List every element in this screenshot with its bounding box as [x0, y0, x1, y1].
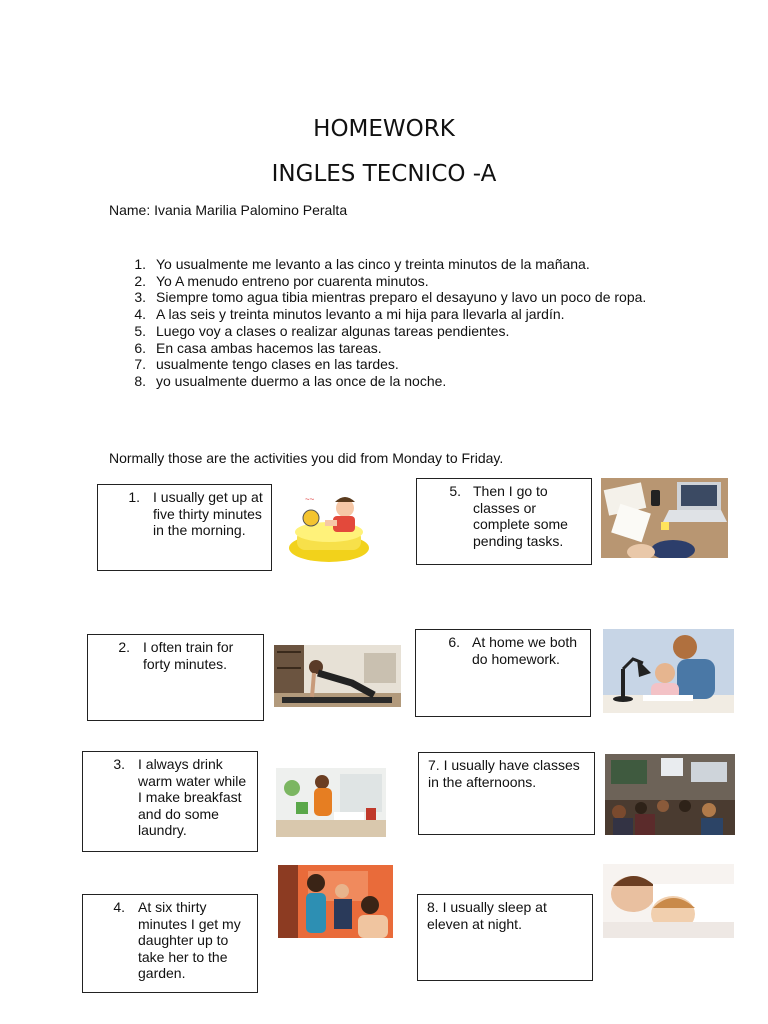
- activity-box-2: [87, 634, 264, 721]
- wake-up-cartoon-image: [283, 490, 375, 566]
- activity-box-5: [416, 478, 592, 565]
- box-text: At six thirty minutes I get my daughter up to take her to the garden.: [138, 899, 241, 982]
- classroom-image: [605, 754, 735, 835]
- activity-box-4: [82, 894, 258, 993]
- mother-daughter-morning-image: [278, 865, 393, 938]
- box-number: 1.: [128, 489, 140, 505]
- desk-laptop-image: [601, 478, 728, 558]
- sleeping-image: [603, 864, 734, 938]
- box-text: 8. I usually sleep at eleven at night.: [427, 899, 547, 932]
- intro-text: Normally those are the activities you did from Monday to Friday.: [109, 450, 504, 466]
- box-number: 5.: [449, 483, 461, 499]
- svg-text:~~: ~~: [305, 495, 315, 504]
- kitchen-breakfast-image: [276, 768, 386, 837]
- list-item: 5. Luego voy a clases o realizar algunas tareas pendientes.: [134, 322, 510, 339]
- spanish-sentence-list: [131, 256, 646, 390]
- box-number: 6.: [448, 634, 460, 650]
- box-text: I always drink warm water while I make breakfast and do some laundry.: [138, 756, 247, 839]
- page-subtitle: INGLES TECNICO -A: [271, 161, 497, 187]
- box-number: 2.: [118, 639, 130, 655]
- workout-image: [274, 645, 401, 707]
- box-text: I usually get up at five thirty minutes in the morning.: [153, 489, 263, 539]
- list-item: 3. Siempre tomo agua tibia mientras preparo el desayuno y lavo un poco de ropa.: [134, 289, 647, 306]
- list-item: 8. yo usualmente duermo a las once de la noche.: [134, 372, 447, 389]
- list-item: 1. Yo usualmente me levanto a las cinco y treinta minutos de la mañana.: [134, 256, 590, 272]
- page-title: HOMEWORK: [313, 116, 455, 142]
- box-text: At home we both do homework.: [472, 634, 578, 667]
- box-text: Then I go to classes or complete some pending tasks.: [473, 483, 568, 549]
- list-item: 4. A las seis y treinta minutos levanto a mi hija para llevarla al jardín.: [134, 306, 565, 323]
- activity-box-7: [418, 752, 595, 835]
- activity-box-1: [97, 484, 272, 571]
- box-number: 4.: [113, 899, 125, 915]
- box-text: I often train for forty minutes.: [143, 639, 234, 672]
- box-number: 3.: [113, 756, 125, 772]
- activity-box-3: [82, 751, 258, 852]
- list-item: 2. Yo A menudo entreno por cuarenta minutos.: [134, 272, 429, 289]
- student-name: Name: Ivania Marilia Palomino Peralta: [109, 202, 348, 218]
- list-item: 6. En casa ambas hacemos las tareas.: [134, 339, 382, 356]
- list-item: 7. usualmente tengo clases en las tardes.: [134, 356, 399, 373]
- box-text: 7. I usually have classes in the afternoons.: [428, 757, 580, 790]
- homework-together-image: [603, 629, 734, 713]
- activity-box-6: [415, 629, 591, 717]
- activity-box-8: [417, 894, 593, 981]
